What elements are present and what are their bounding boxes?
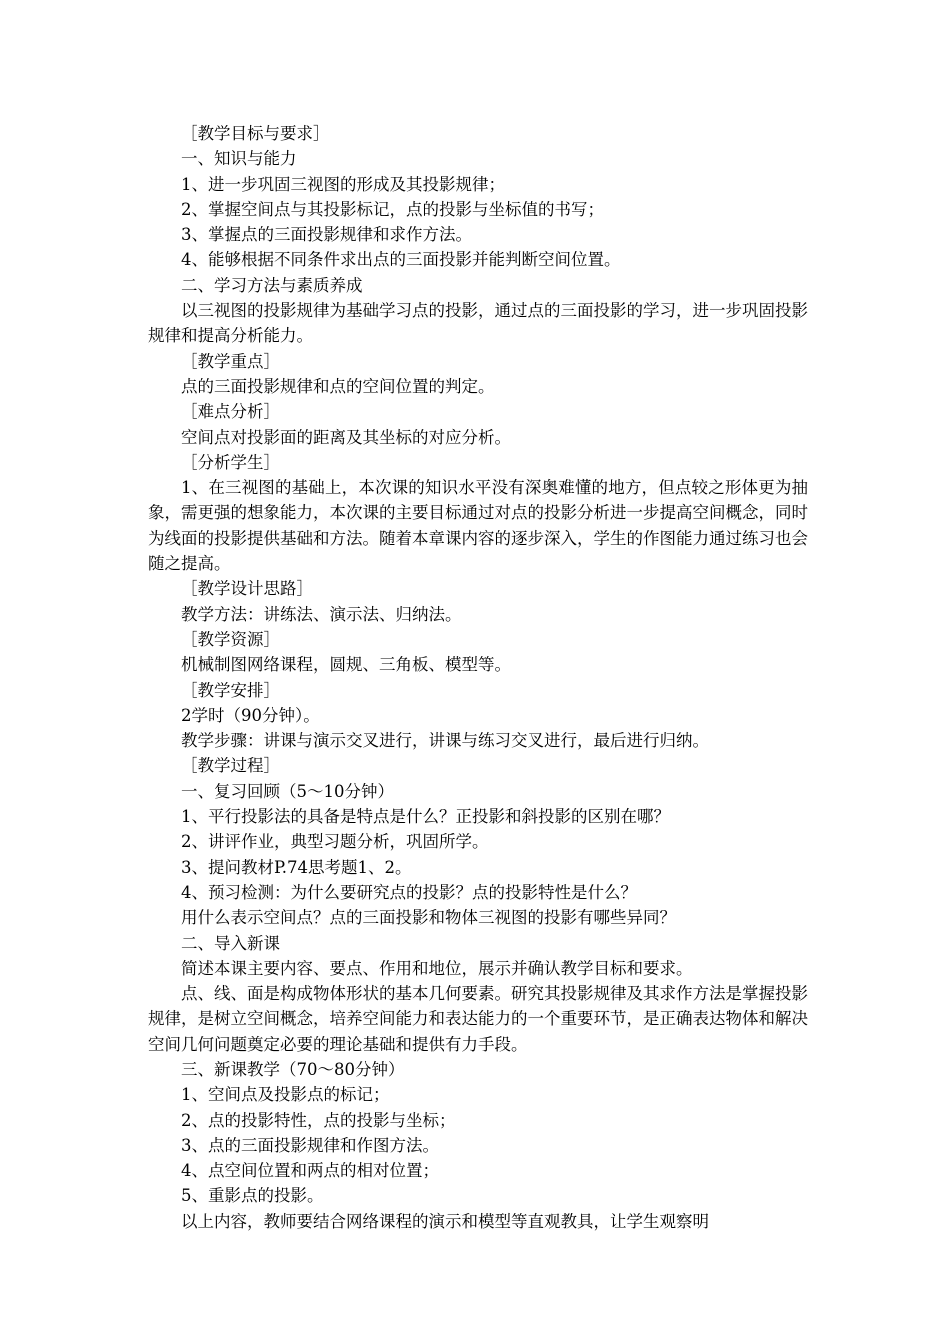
- body-paragraph: 2学时（90分钟）。: [181, 705, 320, 725]
- list-item: 3、点的三面投影规律和作图方法。: [181, 1135, 439, 1155]
- body-paragraph: 点的三面投影规律和点的空间位置的判定。: [181, 376, 495, 396]
- subsection-heading: 三、新课教学（70～80分钟）: [181, 1059, 405, 1079]
- section-heading: ［教学过程］: [181, 756, 280, 776]
- list-item: 4、点空间位置和两点的相对位置；: [181, 1161, 439, 1181]
- body-paragraph: 以上内容，教师要结合网络课程的演示和模型等直观教具，让学生观察明: [181, 1211, 709, 1231]
- subsection-heading: 二、学习方法与素质养成: [181, 275, 363, 295]
- list-item: 3、提问教材P.74思考题1、2。: [181, 857, 412, 877]
- body-paragraph: 机械制图网络课程，圆规、三角板、模型等。: [181, 655, 511, 675]
- section-heading: ［分析学生］: [181, 452, 280, 472]
- section-heading: ［教学目标与要求］: [181, 124, 330, 143]
- list-item: 4、能够根据不同条件求出点的三面投影并能判断空间位置。: [181, 250, 621, 270]
- section-heading: ［教学安排］: [181, 680, 280, 700]
- section-heading: ［难点分析］: [181, 402, 280, 422]
- section-heading: ［教学重点］: [181, 351, 280, 371]
- body-paragraph: 简述本课主要内容、要点、作用和地位，展示并确认教学目标和要求。: [181, 958, 693, 978]
- list-item: 3、掌握点的三面投影规律和求作方法。: [181, 225, 472, 245]
- subsection-heading: 二、导入新课: [181, 933, 280, 953]
- list-item: 1、空间点及投影点的标记；: [181, 1085, 390, 1105]
- subsection-heading: 一、复习回顾（5～10分钟）: [181, 781, 394, 801]
- list-item: 1、平行投影法的具备是特点是什么？正投影和斜投影的区别在哪？: [181, 807, 670, 827]
- body-paragraph: 教学步骤：讲课与演示交叉进行，讲课与练习交叉进行，最后进行归纳。: [181, 731, 709, 751]
- body-paragraph: 以三视图的投影规律为基础学习点的投影，通过点的三面投影的学习，进一步巩固投影规律和提高分析能力。: [148, 301, 808, 346]
- body-paragraph: 用什么表示空间点？点的三面投影和物体三视图的投影有哪些异同？: [181, 908, 676, 928]
- list-item: 5、重影点的投影。: [181, 1186, 324, 1206]
- body-paragraph: 点、线、面是构成物体形状的基本几何要素。研究其投影规律及其求作方法是掌握投影规律，是树立空间概念，培养空间能力和表达能力的一个重要环节，是正确表达物体和解决空间几何问题奠定必要的理论基础和提供有力手段。: [148, 984, 808, 1054]
- section-heading: ［教学资源］: [181, 629, 280, 649]
- body-paragraph: 教学方法：讲练法、演示法、归纳法。: [181, 604, 462, 624]
- list-item: 4、预习检测：为什么要研究点的投影？点的投影特性是什么？: [181, 882, 637, 902]
- list-item: 2、点的投影特性，点的投影与坐标；: [181, 1110, 456, 1130]
- document-body: [148, 121, 808, 1234]
- list-item: 2、掌握空间点与其投影标记，点的投影与坐标值的书写；: [181, 199, 604, 219]
- list-item: 1、进一步巩固三视图的形成及其投影规律；: [181, 174, 505, 194]
- section-heading: ［教学设计思路］: [181, 579, 313, 599]
- subsection-heading: 一、知识与能力: [181, 149, 297, 169]
- body-paragraph: 空间点对投影面的距离及其坐标的对应分析。: [181, 427, 511, 447]
- body-paragraph: 1、在三视图的基础上，本次课的知识水平没有深奥难懂的地方，但点较之形体更为抽象，需更强的想象能力，本次课的主要目标通过对点的投影分析进一步提高空间概念，同时为线面的投影提供基础和方法。随着本章课内容的逐步深入，学生的作图能力通过练习也会随之提高。: [148, 478, 808, 574]
- list-item: 2、讲评作业，典型习题分析，巩固所学。: [181, 832, 489, 852]
